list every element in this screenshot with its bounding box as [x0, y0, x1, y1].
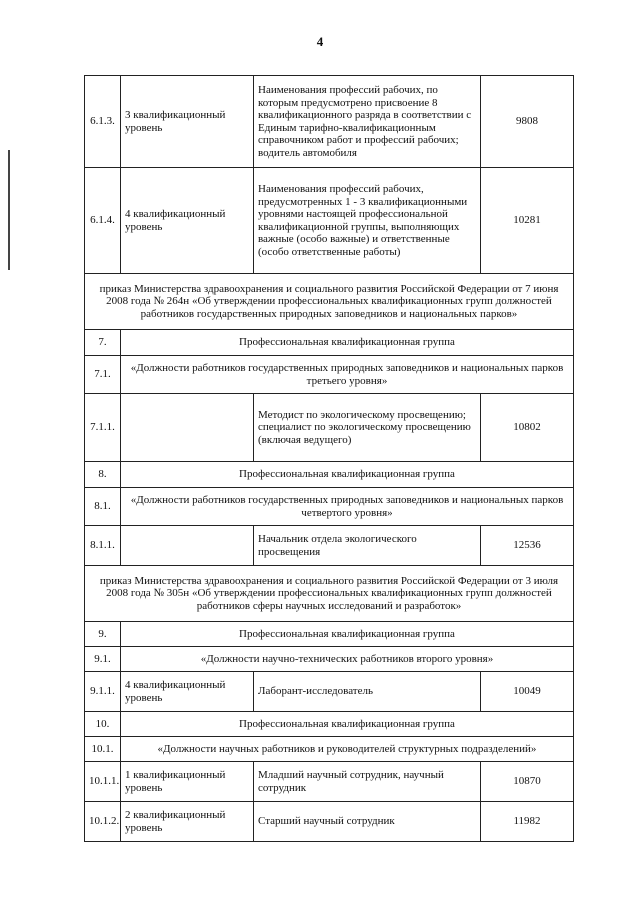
salary-value: 9808	[481, 76, 574, 168]
group-title: «Должности научно-технических работников второго уровня»	[121, 647, 574, 672]
page-number: 4	[316, 34, 324, 49]
item-number: 6.1.4.	[85, 168, 121, 274]
salary-value: 10870	[481, 762, 574, 802]
positions-text: Старший научный сотрудник	[254, 802, 481, 842]
group-title: «Должности научных работников и руководителей структурных подразделений»	[121, 737, 574, 762]
group-number: 10.	[85, 712, 121, 737]
order-row	[85, 566, 574, 622]
positions-text: Методист по экологическому просвещению; специалист по экологическому просвещению (включая ведущего)	[254, 394, 481, 462]
table-row	[85, 762, 574, 802]
group-row	[85, 462, 574, 488]
group-number: 9.1.	[85, 647, 121, 672]
group-number: 8.1.	[85, 488, 121, 526]
positions-text: Начальник отдела экологического просвещения	[254, 526, 481, 566]
positions-text: Наименования профессий рабочих, по которым предусмотрено присвоение 8 квалификационного разряда в соответствии с Единым тарифно-квалификационным справочником работ и профессий рабочих; водитель автомобиля	[254, 76, 481, 168]
group-number: 7.	[85, 330, 121, 356]
margin-mark	[8, 150, 10, 270]
item-number: 6.1.3.	[85, 76, 121, 168]
table-row	[85, 394, 574, 462]
qualification-level: 2 квалификационный уровень	[121, 802, 254, 842]
salary-value: 12536	[481, 526, 574, 566]
group-number: 7.1.	[85, 356, 121, 394]
positions-text: Наименования профессий рабочих, предусмотренных 1 - 3 квалификационными уровнями настоящей профессиональной квалификационной группы, выполняющих важные (особо важные) и ответственные (особо ответственные работы)	[254, 168, 481, 274]
group-number: 10.1.	[85, 737, 121, 762]
qualification-level: 4 квалификационный уровень	[121, 672, 254, 712]
salary-value: 10049	[481, 672, 574, 712]
group-row	[85, 622, 574, 647]
salary-value: 10281	[481, 168, 574, 274]
item-number: 8.1.1.	[85, 526, 121, 566]
qualification-level	[121, 526, 254, 566]
group-row	[85, 488, 574, 526]
item-number: 9.1.1.	[85, 672, 121, 712]
item-number: 10.1.1.	[85, 762, 121, 802]
group-row	[85, 647, 574, 672]
qualification-level	[121, 394, 254, 462]
table-row	[85, 168, 574, 274]
group-title: Профессиональная квалификационная группа	[121, 622, 574, 647]
table-row	[85, 526, 574, 566]
item-number: 10.1.2.	[85, 802, 121, 842]
positions-text: Младший научный сотрудник, научный сотрудник	[254, 762, 481, 802]
salary-value: 10802	[481, 394, 574, 462]
qualification-level: 3 квалификационный уровень	[121, 76, 254, 168]
qualification-table	[84, 75, 574, 842]
group-title: Профессиональная квалификационная группа	[121, 330, 574, 356]
group-number: 8.	[85, 462, 121, 488]
group-row	[85, 330, 574, 356]
positions-text: Лаборант-исследователь	[254, 672, 481, 712]
order-reference: приказ Министерства здравоохранения и социального развития Российской Федерации от 7 июня 2008 года № 264н «Об утверждении профессиональных квалификационных групп должностей работников государственных природных заповедников и национальных парков»	[85, 274, 574, 330]
qualification-level: 4 квалификационный уровень	[121, 168, 254, 274]
table-row	[85, 802, 574, 842]
group-row	[85, 356, 574, 394]
group-row	[85, 737, 574, 762]
item-number: 7.1.1.	[85, 394, 121, 462]
table-row	[85, 672, 574, 712]
group-row	[85, 712, 574, 737]
table-row	[85, 76, 574, 168]
qualification-level: 1 квалификационный уровень	[121, 762, 254, 802]
group-title: Профессиональная квалификационная группа	[121, 462, 574, 488]
group-title: Профессиональная квалификационная группа	[121, 712, 574, 737]
group-number: 9.	[85, 622, 121, 647]
order-reference: приказ Министерства здравоохранения и социального развития Российской Федерации от 3 июля 2008 года № 305н «Об утверждении профессиональных квалификационных групп должностей работников сферы научных исследований и разработок»	[85, 566, 574, 622]
order-row	[85, 274, 574, 330]
salary-value: 11982	[481, 802, 574, 842]
group-title: «Должности работников государственных природных заповедников и национальных парков четвертого уровня»	[121, 488, 574, 526]
group-title: «Должности работников государственных природных заповедников и национальных парков третьего уровня»	[121, 356, 574, 394]
